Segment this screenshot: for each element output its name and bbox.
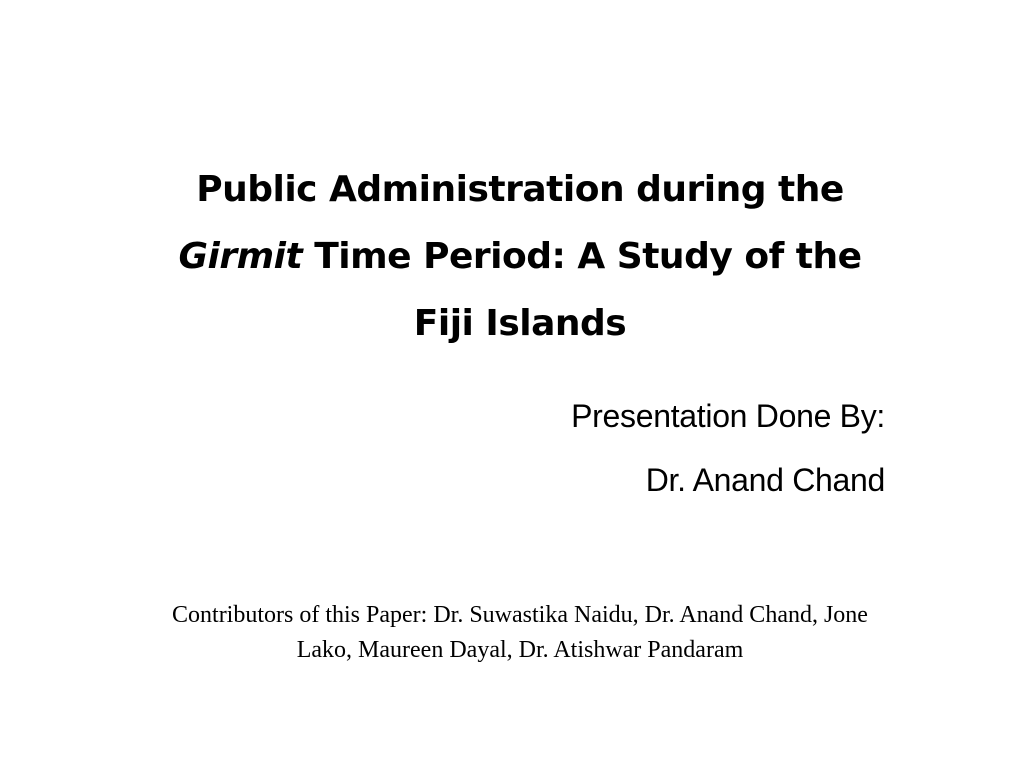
contributors-line-2: Lako, Maureen Dayal, Dr. Atishwar Pandaram xyxy=(296,637,744,663)
slide-title xyxy=(80,156,960,357)
title-line-3: Fiji Islands xyxy=(413,303,627,344)
presenter-name: Dr. Anand Chand xyxy=(645,462,885,498)
title-line-2-rest: Time Period: A Study of the xyxy=(302,236,862,277)
presenter-label: Presentation Done By: xyxy=(571,398,885,434)
title-line-1: Public Administration during the xyxy=(196,169,844,210)
contributors-text xyxy=(90,598,950,668)
title-italic-word: Girmit xyxy=(178,236,303,277)
title-line-2 xyxy=(80,223,960,290)
contributors-line-1: Contributors of this Paper: Dr. Suwastika Naidu, Dr. Anand Chand, Jone xyxy=(172,602,868,628)
presenter-block xyxy=(200,384,885,512)
